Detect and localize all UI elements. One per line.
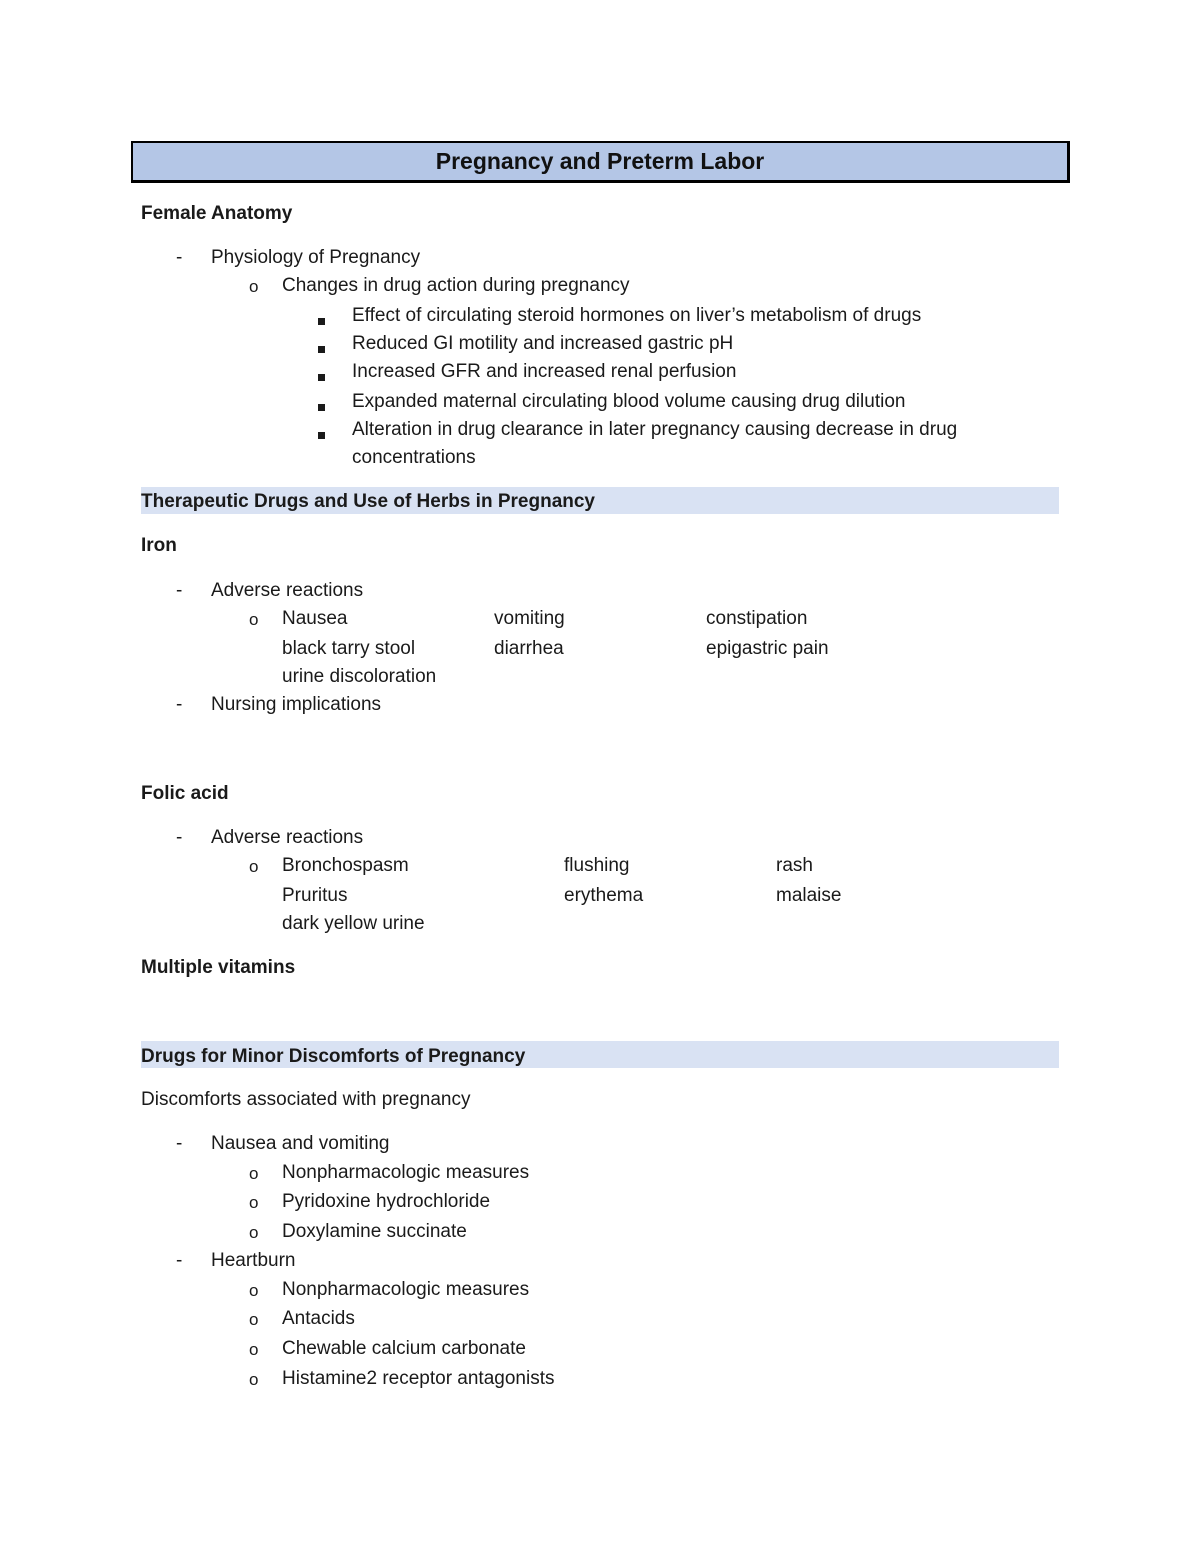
heading-iron: Iron (141, 535, 177, 556)
circle-marker: o (249, 277, 259, 296)
reaction-cell: flushing (564, 855, 630, 876)
reaction-cell: vomiting (494, 608, 565, 629)
section-heading: Drugs for Minor Discomforts of Pregnancy (141, 1046, 526, 1067)
list-item: Nausea and vomiting (211, 1133, 390, 1154)
list-item: Nonpharmacologic measures (282, 1162, 530, 1183)
list-item: Physiology of Pregnancy (211, 247, 421, 268)
title-box (131, 141, 1070, 183)
circle-marker: o (249, 1281, 259, 1300)
list-item: Changes in drug action during pregnancy (282, 275, 630, 296)
list-item: Histamine2 receptor antagonists (282, 1368, 555, 1389)
list-item: Heartburn (211, 1250, 296, 1271)
heading-folic-acid: Folic acid (141, 783, 229, 804)
reaction-cell: black tarry stool (282, 638, 416, 659)
list-item: Chewable calcium carbonate (282, 1338, 526, 1359)
reaction-cell: urine discoloration (282, 666, 437, 687)
list-item: Alteration in drug clearance in later pregnancy causing decrease in drug (352, 419, 958, 440)
circle-marker: o (249, 610, 259, 629)
circle-marker: o (249, 1164, 259, 1183)
circle-marker: o (249, 1193, 259, 1212)
reaction-cell: Bronchospasm (282, 855, 409, 876)
dash-marker: - (176, 580, 183, 601)
reaction-cell: Pruritus (282, 885, 348, 906)
list-item: Effect of circulating steroid hormones on liver’s metabolism of drugs (352, 305, 922, 326)
dash-marker: - (176, 1250, 183, 1271)
list-item: Nursing implications (211, 694, 382, 715)
reaction-cell: Nausea (282, 608, 348, 629)
circle-marker: o (249, 857, 259, 876)
square-bullet-icon (318, 396, 325, 415)
heading-female-anatomy: Female Anatomy (141, 203, 293, 224)
reaction-cell: diarrhea (494, 638, 564, 659)
reaction-cell: dark yellow urine (282, 913, 425, 934)
square-bullet-icon (318, 366, 325, 385)
reaction-cell: epigastric pain (706, 638, 829, 659)
dash-marker: - (176, 694, 183, 715)
circle-marker: o (249, 1340, 259, 1359)
reaction-cell: constipation (706, 608, 808, 629)
list-item: Doxylamine succinate (282, 1221, 467, 1242)
list-item: Reduced GI motility and increased gastric pH (352, 333, 734, 354)
list-item-continuation: concentrations (352, 447, 476, 468)
square-bullet-icon (318, 424, 325, 443)
square-bullet-icon (318, 338, 325, 357)
circle-marker: o (249, 1223, 259, 1242)
list-item: Pyridoxine hydrochloride (282, 1191, 491, 1212)
list-item: Expanded maternal circulating blood volume causing drug dilution (352, 391, 906, 412)
paragraph: Discomforts associated with pregnancy (141, 1089, 471, 1110)
circle-marker: o (249, 1310, 259, 1329)
reaction-cell: malaise (776, 885, 842, 906)
list-item: Adverse reactions (211, 827, 364, 848)
reaction-cell: rash (776, 855, 813, 876)
reaction-cell: erythema (564, 885, 644, 906)
page-title: Pregnancy and Preterm Labor (435, 148, 765, 174)
list-item: Increased GFR and increased renal perfusion (352, 361, 737, 382)
dash-marker: - (176, 1133, 183, 1154)
dash-marker: - (176, 247, 183, 268)
heading-multiple-vitamins: Multiple vitamins (141, 957, 296, 978)
dash-marker: - (176, 827, 183, 848)
section-heading: Therapeutic Drugs and Use of Herbs in Pregnancy (141, 491, 595, 512)
list-item: Adverse reactions (211, 580, 364, 601)
square-bullet-icon (318, 310, 325, 329)
list-item: Nonpharmacologic measures (282, 1279, 530, 1300)
list-item: Antacids (282, 1308, 355, 1329)
circle-marker: o (249, 1370, 259, 1389)
